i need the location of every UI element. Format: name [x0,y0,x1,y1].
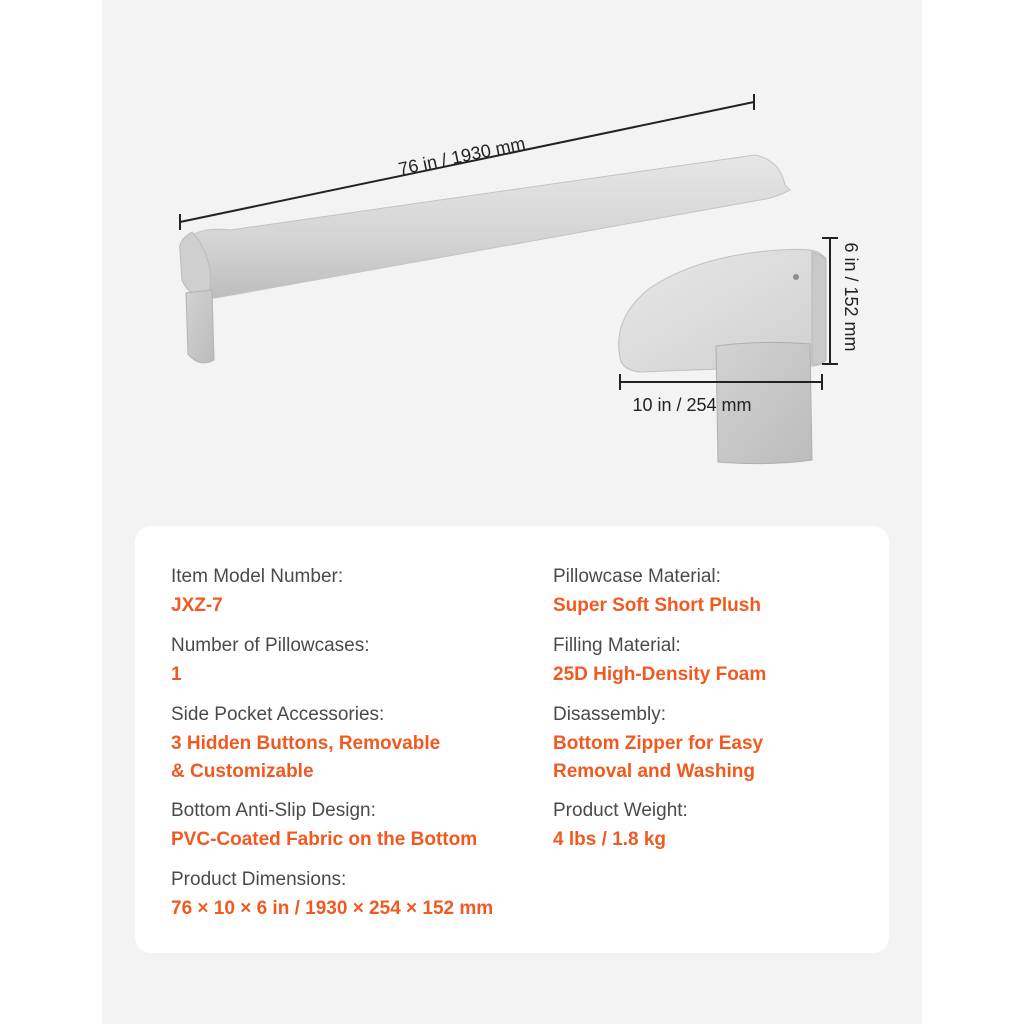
spec-pillowcase-material [553,564,923,620]
spec-side-pocket [171,702,541,786]
spec-value: 4 lbs / 1.8 kg [553,829,666,850]
side-pocket [186,290,214,363]
width-label: 10 in / 254 mm [632,395,752,415]
spec-label: Bottom Anti-Slip Design: [171,800,376,821]
spec-filling-material [553,633,923,689]
spec-label: Product Dimensions: [171,869,347,890]
spec-anti-slip [171,798,541,854]
spec-value: 3 Hidden Buttons, Removable & Customizable [171,733,441,782]
spec-value: 25D High-Density Foam [553,664,767,685]
spec-value: Super Soft Short Plush [553,595,761,616]
spec-value: 76 × 10 × 6 in / 1930 × 254 × 152 mm [171,898,494,919]
spec-label: Pillowcase Material: [553,566,721,587]
spec-label: Disassembly: [553,704,666,725]
length-label: 76 in / 1930 mm [396,133,527,180]
hidden-button [793,274,799,280]
spec-disassembly [553,702,923,786]
spec-pillowcase-count [171,633,541,689]
spec-model-number [171,564,541,620]
spec-dimensions [171,867,571,923]
spec-label: Number of Pillowcases: [171,635,370,656]
product-illustration [0,0,1024,510]
spec-label: Product Weight: [553,800,688,821]
spec-label: Item Model Number: [171,566,344,587]
height-label: 6 in / 152 mm [841,242,861,352]
spec-weight [553,798,923,854]
pillow-cross-section [619,249,826,463]
spec-value: Bottom Zipper for Easy Removal and Washing [553,733,764,782]
spec-label: Side Pocket Accessories: [171,704,385,725]
spec-card [135,526,889,953]
spec-value: 1 [171,664,182,685]
spec-label: Filling Material: [553,635,681,656]
spec-value: PVC-Coated Fabric on the Bottom [171,829,478,850]
spec-value: JXZ-7 [171,595,223,616]
